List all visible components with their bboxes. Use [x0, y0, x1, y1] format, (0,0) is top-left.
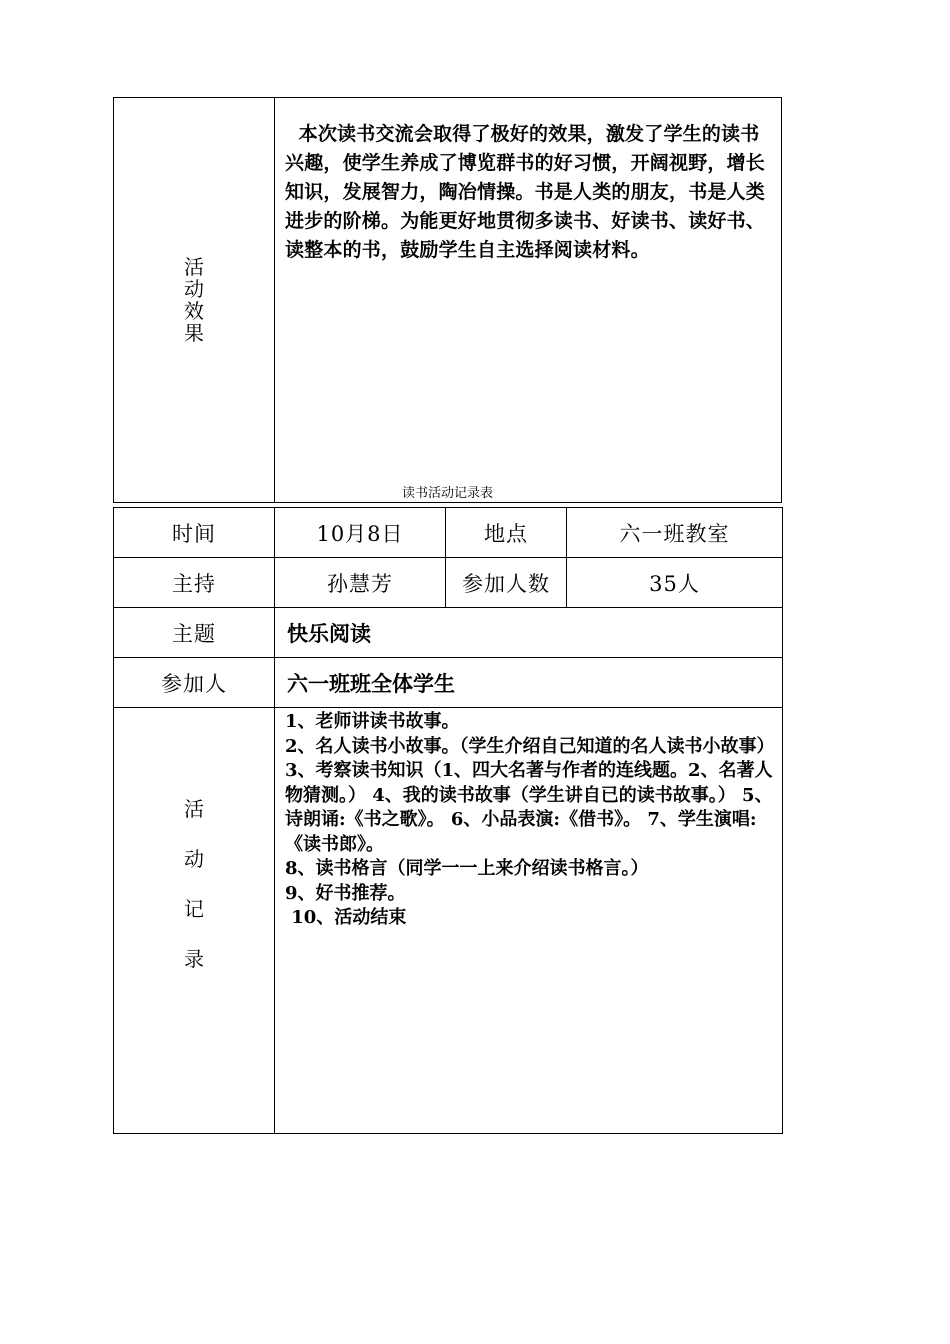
record-line: 1、老师讲读书故事。 [285, 711, 460, 732]
effect-label-char: 果 [184, 321, 204, 345]
record-label-char: 录 [184, 947, 204, 971]
record-line: 2、名人读书小故事。（学生介绍自己知道的名人读书小故事） [285, 735, 775, 757]
record-line: 10、活动结束 [285, 907, 407, 928]
record-label-char: 记 [184, 897, 204, 921]
record-label-char: 活 [184, 797, 204, 821]
reading-record-table [113, 507, 783, 1134]
topic-label: 主题 [114, 608, 275, 658]
participants-value: 六一班班全体学生 [275, 658, 783, 708]
activity-effect-table [113, 97, 782, 503]
record-label [114, 708, 275, 1134]
count-value: 35人 [567, 558, 783, 608]
count-label: 参加人数 [446, 558, 567, 608]
place-label: 地点 [446, 508, 567, 558]
effect-text: 本次读书交流会取得了极好的效果，激发了学生的读书兴趣，使学生养成了博览群书的好习惯，开阔视野，增长知识，发展智力，陶冶情操。书是人类的朋友，书是人类进步的阶梯。为能更好地贯彻多读书、好读书、读好书、读整本的书，鼓励学生自主选择阅读材料。 [275, 98, 782, 503]
effect-label-char: 效 [184, 299, 204, 323]
record-content [275, 708, 783, 1134]
place-value: 六一班教室 [567, 508, 783, 558]
topic-value: 快乐阅读 [275, 608, 783, 658]
host-label: 主持 [114, 558, 275, 608]
participants-label: 参加人 [114, 658, 275, 708]
host-value: 孙慧芳 [275, 558, 446, 608]
time-value: 10月8日 [275, 508, 446, 558]
record-line: 3、考察读书知识（1、四大名著与作者的连线题。2、名著人物猜测。） 4、我的读书故事（学生讲自已的读书故事。） 5、诗朗诵:《书之歌》。 6、小品表演:《借书》。 7、学生演唱: 《读书郎》。 [285, 760, 773, 855]
record-line: 8、读书格言（同学一一上来介绍读书格言。） [285, 858, 649, 879]
table-caption: 读书活动记录表 [401, 486, 493, 501]
record-label-char: 动 [184, 847, 204, 871]
effect-label-char: 动 [184, 277, 204, 301]
effect-label-char: 活 [184, 255, 204, 279]
effect-label [114, 98, 275, 503]
record-line: 9、好书推荐。 [285, 882, 406, 904]
time-label: 时间 [114, 508, 275, 558]
